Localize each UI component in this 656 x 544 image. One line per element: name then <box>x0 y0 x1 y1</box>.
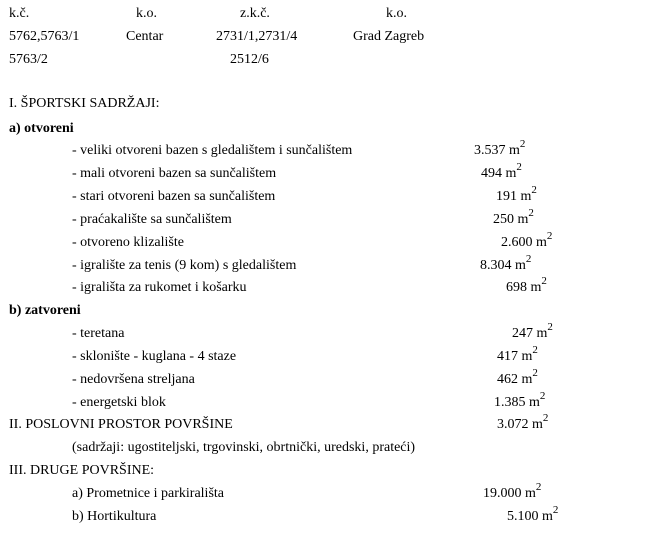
item-label: - praćakalište sa sunčalištem <box>72 212 232 227</box>
item-value: 2.600 $m^2$ <box>501 230 553 250</box>
item-label: - igralište za tenis (9 kom) s gledalištem <box>72 258 297 273</box>
header-ko-value-1: Centar <box>126 29 164 44</box>
section-1a-title: a) otvoreni <box>9 121 74 136</box>
item-label: - igrališta za rukomet i košarku <box>72 280 247 295</box>
item-value: 8.304 $m^2$ <box>480 253 532 273</box>
section-2-note: (sadržaji: ugostiteljski, trgovinski, obrtnički, uredski, prateći) <box>72 440 416 455</box>
item-value: 417 $m^2$ <box>497 344 538 364</box>
item-value: 250 $m^2$ <box>493 207 534 227</box>
item-value: 698 $m^2$ <box>506 275 547 295</box>
section-2-value: 3.072 $m^2$ <box>497 412 549 432</box>
section-2-title: II. POSLOVNI PROSTOR POVRŠINE <box>9 417 233 432</box>
item-label: - veliki otvoreni bazen s gledalištem i sunčalištem <box>72 143 353 158</box>
item-value: 19.000 $m^2$ <box>483 481 542 501</box>
header-label-ko-2: k.o. <box>386 6 407 21</box>
item-label: b) Hortikultura <box>72 509 157 524</box>
header-zkc-value-2: 2512/6 <box>230 52 269 67</box>
header-label-zkc: z.k.č. <box>240 6 270 21</box>
item-label: - energetski blok <box>72 395 166 410</box>
item-label: - sklonište - kuglana - 4 staze <box>72 349 237 364</box>
item-value: 1.385 $m^2$ <box>494 390 546 410</box>
item-label: - mali otvoreni bazen sa sunčalištem <box>72 166 277 181</box>
item-value: 5.100 $m^2$ <box>507 504 559 524</box>
item-label: a) Prometnice i parkirališta <box>72 486 224 501</box>
item-label: - stari otvoreni bazen sa sunčalištem <box>72 189 276 204</box>
item-label: - otvoreno klizalište <box>72 235 184 250</box>
header-ko-value-2: Grad Zagreb <box>353 29 425 44</box>
header-zkc-value-1: 2731/1,2731/4 <box>216 29 298 44</box>
item-value: 494 $m^2$ <box>481 161 522 181</box>
item-label: - teretana <box>72 326 125 341</box>
section-1b-title: b) zatvoreni <box>9 303 81 318</box>
header-kc-value-1: 5762,5763/1 <box>9 29 80 44</box>
item-value: 3.537 $m^2$ <box>474 138 526 158</box>
header-label-kc: k.č. <box>9 6 30 21</box>
header-kc-value-2: 5763/2 <box>9 52 48 67</box>
section-3-title: III. DRUGE POVRŠINE: <box>9 463 155 478</box>
header-label-ko: k.o. <box>136 6 157 21</box>
item-value: 191 $m^2$ <box>496 184 537 204</box>
item-value: 247 $m^2$ <box>512 321 553 341</box>
item-value: 462 $m^2$ <box>497 367 538 387</box>
section-1-title: I. ŠPORTSKI SADRŽAJI: <box>9 96 160 111</box>
item-label: - nedovršena streljana <box>72 372 195 387</box>
